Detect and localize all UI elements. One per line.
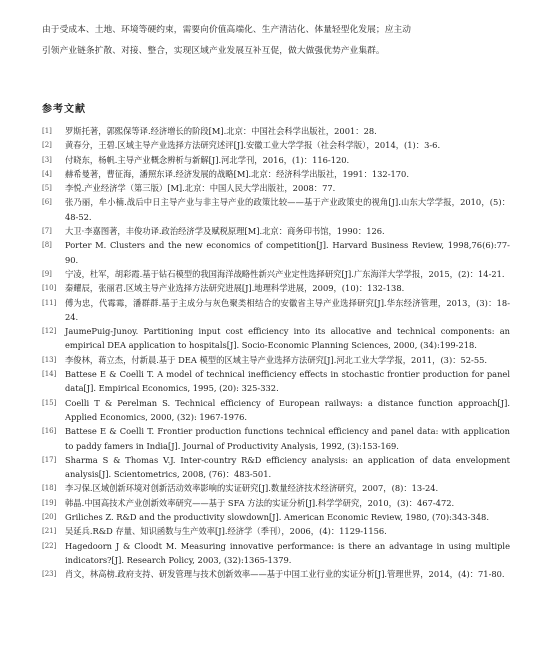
reference-number: [1] (42, 127, 52, 135)
reference-item (42, 167, 510, 181)
reference-item (42, 353, 510, 367)
reference-text: 罗斯托著，郭熙保等译.经济增长的阶段[M].北京：中国社会科学出版社，2001：28. (65, 126, 377, 136)
reference-text: 李悦.产业经济学（第三版）[M].北京：中国人民大学出版社，2008：77. (65, 183, 336, 194)
reference-item (42, 124, 510, 138)
reference-number: [18] (42, 484, 57, 493)
reference-text: Hagedoorn J & Cloodt M. Measuring innovative performance: is there an advantage in using multiple indicators?[J]. Research Policy, 2003, (32):1365-1379. (65, 540, 510, 565)
reference-text: 李习保.区域创新环境对创新活动效率影响的实证研究[J].数量经济技术经济研究，2007，(8)：13-24. (65, 483, 439, 494)
intro-line-1: 由于受成本、土地、环境等硬约束，需要向价值高端化、生产清洁化、体量轻型化发展；应主动 (42, 25, 412, 35)
reference-item (42, 496, 510, 510)
reference-item (42, 524, 510, 538)
reference-text: 张乃丽，牟小楠.战后中日主导产业与非主导产业的政策比较——基于产业政策史的视角[J].山东大学学报，2010，(5)：48-52. (65, 197, 510, 222)
reference-text: 李俊林，蒋立杰，付新晨.基于 DEA 模型的区域主导产业选择方法研究[J].河北工业大学学报，2011，(3)：52-55. (65, 354, 488, 365)
reference-number: [15] (42, 398, 57, 407)
reference-item (42, 567, 510, 581)
reference-text: 傅为忠，代霉霉，潘群群.基于主成分与灰色聚类相结合的安徽省主导产业选择研究[J].华东经济管理，2013，(3)：18-24. (65, 297, 510, 322)
reference-item (42, 296, 510, 325)
reference-item (42, 238, 510, 267)
reference-number: [8] (42, 241, 52, 250)
reference-text: Coelli T & Perelman S. Technical efficiency of European railways: a distance function approach[J]. Applied Economics, 2000, (32): 1967-1976. (65, 397, 510, 422)
reference-item (42, 267, 510, 281)
reference-item (42, 539, 510, 568)
reference-list (42, 124, 510, 582)
reference-number: [23] (42, 570, 57, 579)
reference-number: [4] (42, 169, 52, 178)
intro-paragraph (42, 20, 510, 62)
reference-text: 吴延兵.R&D 存量、知识函数与生产效率[J].经济学（季刊），2006，(4)：1129-1156. (65, 526, 387, 537)
reference-item (42, 481, 510, 495)
reference-item (42, 138, 510, 152)
reference-text: 黄春分，王碧.区域主导产业选择方法研究述评[J].安徽工业大学学报（社会科学版），2014，(1)：3-6. (65, 140, 441, 151)
reference-number: [7] (42, 227, 52, 236)
reference-number: [10] (42, 284, 57, 293)
reference-text: Porter M. Clusters and the new economics of competition[J]. Harvard Business Review, 1998,76(6):77-90. (65, 240, 510, 265)
reference-item (42, 424, 510, 453)
reference-item (42, 367, 510, 396)
reference-number: [14] (42, 370, 57, 379)
reference-item (42, 453, 510, 482)
reference-number: [12] (42, 327, 57, 336)
reference-item (42, 181, 510, 195)
reference-number: [16] (42, 427, 57, 436)
reference-text: 大卫·李嘉图著，丰俊功译.政治经济学及赋税原理[M].北京：商务印书馆，1990：126. (65, 226, 385, 237)
reference-number: [21] (42, 527, 57, 536)
reference-number: [9] (42, 269, 52, 278)
reference-number: [6] (42, 198, 52, 207)
reference-text: 秦耀辰，张丽君.区域主导产业选择方法研究进展[J].地理科学进展，2009，(10)：132-138. (65, 283, 405, 294)
reference-text: Sharma S & Thomas V.J. Inter-country R&D efficiency analysis: an application of data envelopment analysis[J]. Scientometrics, 2008, (76)：483-501. (65, 454, 510, 480)
reference-text: 韩晶.中国高技术产业创新效率研究——基于 SFA 方法的实证分析[J].科学学研究，2010，(3)：467-472. (65, 497, 455, 508)
reference-item (42, 281, 510, 295)
reference-item (42, 195, 510, 224)
references-heading: 参考文献 (42, 104, 86, 115)
reference-text: 宁凌，杜军，胡彩霞.基于钻石模型的我国海洋战略性新兴产业定性选择研究[J].广东海洋大学学报，2015，(2)：14-21. (65, 268, 505, 279)
reference-number: [2] (42, 141, 52, 150)
reference-item (42, 396, 510, 425)
reference-number: [19] (42, 498, 57, 507)
reference-text: JaumePuig-Junoy. Partitioning input cost efficiency into its allocative and technical components: an empirical DEA application to hospitals[J]. Socio-Economic Planning Sciences, 2000, (34):199-218. (65, 326, 510, 351)
reference-number: [20] (42, 513, 57, 522)
reference-item (42, 153, 510, 167)
reference-number: [22] (42, 541, 57, 550)
intro-line-2: 引领产业链条扩散、对接、整合，实现区域产业发展互补互促，做大做强优势产业集群。 (42, 46, 385, 56)
reference-text: Battese E & Coelli T. A model of technical inefficiency effects in stochastic frontier production for panel data[J]. Empirical Economics, 1995, (20): 325-332. (65, 369, 510, 394)
reference-number: [17] (42, 455, 57, 464)
reference-number: [13] (42, 355, 57, 364)
reference-number: [3] (42, 155, 52, 164)
reference-text: Griliches Z. R&D and the productivity slowdown[J]. American Economic Review, 1980, (70):343-348. (65, 512, 489, 523)
reference-number: [5] (42, 184, 52, 193)
reference-item (42, 510, 510, 524)
reference-item (42, 324, 510, 353)
reference-text: 赫希曼著，曹征海，潘照东译.经济发展的战略[M].北京：经济科学出版社，1991：132-170. (65, 168, 409, 179)
reference-number: [11] (42, 298, 57, 307)
reference-text: 付晓东，杨帆.主导产业概念辨析与新解[J].河北学刊，2016，(1)：116-120. (65, 154, 350, 165)
reference-text: 肖文，林高榜.政府支持、研发管理与技术创新效率——基于中国工业行业的实证分析[J].管理世界，2014，(4)：71-80. (65, 569, 505, 580)
reference-text: Battese E & Coelli T. Frontier production functions technical efficiency and panel data: with application to paddy famers in India[J]. Journal of Productivity Analysis, 1992, (3):153-169. (65, 426, 510, 451)
reference-item (42, 224, 510, 238)
